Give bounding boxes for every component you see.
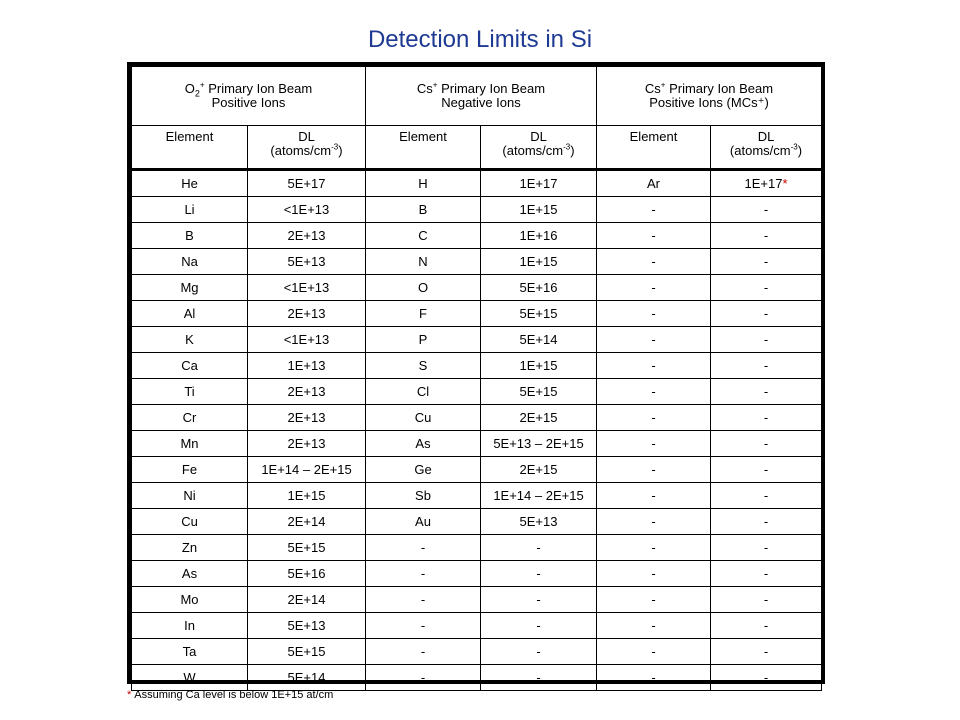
dl-value-cell: 5E+13 <box>248 249 366 275</box>
element-cell: - <box>597 561 711 587</box>
dl-value-cell: 1E+17 <box>481 170 597 197</box>
element-cell: O <box>366 275 481 301</box>
element-cell: Zn <box>132 535 248 561</box>
dl-value-cell: 5E+14 <box>248 665 366 691</box>
dl-value-cell: <1E+13 <box>248 275 366 301</box>
dl-value-cell: 5E+15 <box>248 639 366 665</box>
element-cell: - <box>597 301 711 327</box>
element-cell: W <box>132 665 248 691</box>
table-row <box>132 170 822 197</box>
table-row <box>132 275 822 301</box>
element-cell: Mn <box>132 431 248 457</box>
element-cell: - <box>597 587 711 613</box>
dl-value-cell: 2E+13 <box>248 405 366 431</box>
dl-value-cell: 2E+13 <box>248 379 366 405</box>
element-cell: - <box>597 327 711 353</box>
dl-value-cell: - <box>711 613 822 639</box>
element-cell: S <box>366 353 481 379</box>
table-row <box>132 561 822 587</box>
element-cell: Li <box>132 197 248 223</box>
col-header-element: Element <box>366 126 481 170</box>
element-cell: F <box>366 301 481 327</box>
dl-value-cell: 2E+13 <box>248 223 366 249</box>
element-cell: Cu <box>132 509 248 535</box>
element-cell: - <box>597 197 711 223</box>
dl-value-cell: - <box>711 353 822 379</box>
dl-value-cell: 2E+13 <box>248 301 366 327</box>
dl-value-cell: 5E+15 <box>248 535 366 561</box>
page-title: Detection Limits in Si <box>367 26 593 53</box>
col-header-element: Element <box>597 126 711 170</box>
element-cell: - <box>366 587 481 613</box>
detection-limits-table <box>131 66 822 691</box>
dl-value-cell: - <box>711 665 822 691</box>
element-cell: - <box>597 509 711 535</box>
dl-value-cell: 1E+15 <box>481 353 597 379</box>
element-cell: - <box>366 613 481 639</box>
table-row <box>132 613 822 639</box>
group-header-o2: $O_2^+$ Primary Ion Beam Positive Ions <box>132 67 366 126</box>
element-cell: - <box>597 483 711 509</box>
dl-value-cell: 5E+17 <box>248 170 366 197</box>
dl-value-cell: - <box>711 327 822 353</box>
dl-value-cell: - <box>481 665 597 691</box>
element-cell: Ni <box>132 483 248 509</box>
dl-value-cell: 2E+15 <box>481 457 597 483</box>
table-row <box>132 457 822 483</box>
element-cell: - <box>597 223 711 249</box>
table-row <box>132 223 822 249</box>
dl-value-cell: 1E+16 <box>481 223 597 249</box>
dl-value-cell: 1E+14 – 2E+15 <box>248 457 366 483</box>
table-row <box>132 197 822 223</box>
group-header-row <box>132 67 822 126</box>
table-row <box>132 509 822 535</box>
element-cell: As <box>366 431 481 457</box>
element-cell: Al <box>132 301 248 327</box>
element-cell: - <box>366 535 481 561</box>
dl-value-cell: 1E+15 <box>481 197 597 223</box>
dl-value-cell: - <box>711 561 822 587</box>
dl-value-cell: - <box>711 197 822 223</box>
element-cell: Sb <box>366 483 481 509</box>
dl-value-cell: - <box>711 509 822 535</box>
footnote-marker: * <box>782 175 788 191</box>
element-cell: - <box>597 379 711 405</box>
dl-value-cell: - <box>481 639 597 665</box>
element-cell: Ti <box>132 379 248 405</box>
element-cell: P <box>366 327 481 353</box>
element-cell: K <box>132 327 248 353</box>
element-cell: Cu <box>366 405 481 431</box>
element-cell: Au <box>366 509 481 535</box>
element-cell: As <box>132 561 248 587</box>
detection-limits-table-frame <box>127 62 825 684</box>
group-header-cs-positive: Cs+ Primary Ion Beam Positive Ions (MCs⁺) <box>597 67 822 126</box>
element-cell: Cr <box>132 405 248 431</box>
dl-value-cell: - <box>711 431 822 457</box>
element-cell: Ge <box>366 457 481 483</box>
element-cell: Fe <box>132 457 248 483</box>
table-row <box>132 249 822 275</box>
dl-value-cell: - <box>711 639 822 665</box>
dl-value-cell: 2E+14 <box>248 509 366 535</box>
footnote <box>127 689 333 701</box>
element-cell: Mo <box>132 587 248 613</box>
element-cell: - <box>597 665 711 691</box>
element-cell: - <box>597 457 711 483</box>
dl-value-cell: 5E+13 <box>248 613 366 639</box>
dl-value-cell: 1E+15 <box>248 483 366 509</box>
element-cell: He <box>132 170 248 197</box>
dl-value-cell: 5E+13 <box>481 509 597 535</box>
dl-value-cell: - <box>481 613 597 639</box>
dl-value-cell: - <box>711 587 822 613</box>
dl-value-cell: 2E+13 <box>248 431 366 457</box>
element-cell: B <box>366 197 481 223</box>
dl-value-cell: 2E+15 <box>481 405 597 431</box>
table-row <box>132 379 822 405</box>
col-header-dl: DL $(atoms/cm^{-3})$ <box>481 126 597 170</box>
element-cell: Ar <box>597 170 711 197</box>
col-header-element: Element <box>132 126 248 170</box>
dl-value-cell: - <box>711 535 822 561</box>
dl-value-cell: - <box>711 483 822 509</box>
dl-value-cell: 1E+13 <box>248 353 366 379</box>
dl-value-cell: - <box>711 223 822 249</box>
dl-value-cell: 5E+14 <box>481 327 597 353</box>
element-cell: - <box>366 665 481 691</box>
table-row <box>132 405 822 431</box>
table-row <box>132 483 822 509</box>
table-row <box>132 353 822 379</box>
element-cell: N <box>366 249 481 275</box>
table-row <box>132 639 822 665</box>
element-cell: - <box>597 535 711 561</box>
element-cell: - <box>597 613 711 639</box>
element-cell: - <box>597 405 711 431</box>
element-cell: - <box>366 561 481 587</box>
dl-value-cell: <1E+13 <box>248 327 366 353</box>
dl-value-cell: - <box>711 379 822 405</box>
table-row <box>132 301 822 327</box>
dl-value-cell: - <box>711 457 822 483</box>
element-cell: C <box>366 223 481 249</box>
table-row <box>132 535 822 561</box>
element-cell: - <box>366 639 481 665</box>
element-cell: Ta <box>132 639 248 665</box>
footnote-text: Assuming Ca level is below 1E+15 at/cm <box>134 689 334 701</box>
element-cell: Mg <box>132 275 248 301</box>
dl-value-cell: 5E+16 <box>481 275 597 301</box>
element-cell: - <box>597 639 711 665</box>
element-cell: H <box>366 170 481 197</box>
table-row <box>132 665 822 691</box>
dl-value-cell: - <box>711 249 822 275</box>
dl-value-cell: <1E+13 <box>248 197 366 223</box>
dl-value-cell: 1E+15 <box>481 249 597 275</box>
column-header-row <box>132 126 822 170</box>
dl-value-cell: - <box>711 405 822 431</box>
dl-value-cell: 5E+15 <box>481 379 597 405</box>
dl-value-cell: - <box>711 301 822 327</box>
table-row <box>132 327 822 353</box>
element-cell: - <box>597 353 711 379</box>
table-row <box>132 431 822 457</box>
dl-value-cell: - <box>711 275 822 301</box>
element-cell: - <box>597 275 711 301</box>
element-cell: - <box>597 249 711 275</box>
col-header-dl: DL $(atoms/cm^{-3})$ <box>248 126 366 170</box>
dl-value-cell: 5E+13 – 2E+15 <box>481 431 597 457</box>
dl-value-cell: - <box>481 587 597 613</box>
element-cell: In <box>132 613 248 639</box>
element-cell: Cl <box>366 379 481 405</box>
element-cell: Na <box>132 249 248 275</box>
dl-value-cell: 1E+14 – 2E+15 <box>481 483 597 509</box>
dl-value-cell: - <box>481 535 597 561</box>
element-cell: - <box>597 431 711 457</box>
dl-value-cell: 2E+14 <box>248 587 366 613</box>
element-cell: Ca <box>132 353 248 379</box>
group-header-cs-negative: Cs+ Primary Ion Beam Negative Ions <box>366 67 597 126</box>
element-cell: B <box>132 223 248 249</box>
dl-value-cell: 5E+15 <box>481 301 597 327</box>
dl-value-cell: - <box>481 561 597 587</box>
col-header-dl: DL $(atoms/cm^{-3})$ <box>711 126 822 170</box>
dl-value-cell: 5E+16 <box>248 561 366 587</box>
dl-value-cell: 1E+17* <box>711 170 822 197</box>
footnote-marker: * <box>127 689 132 701</box>
table-row <box>132 587 822 613</box>
